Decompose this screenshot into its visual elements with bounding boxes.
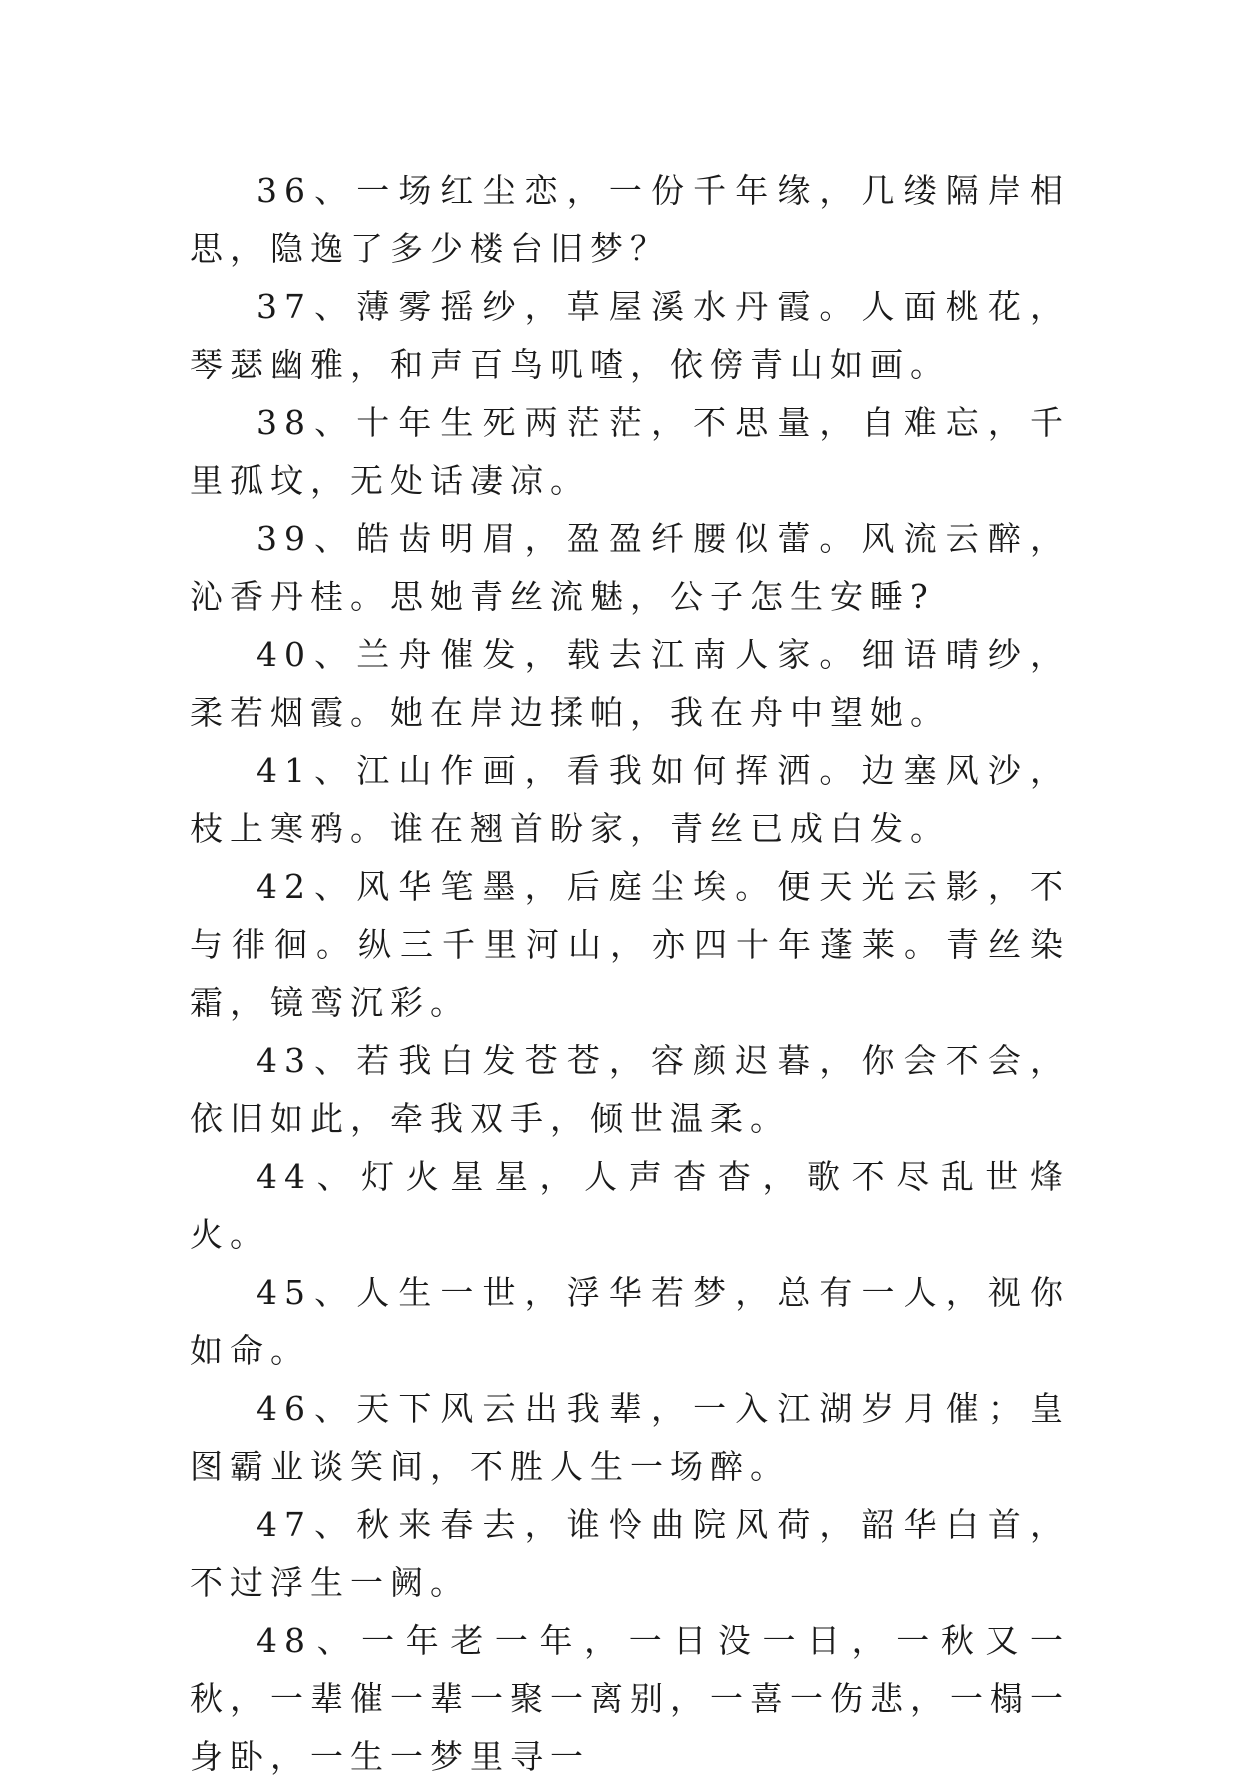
paragraph-40: 40、兰舟催发，载去江南人家。细语晴纱，柔若烟霞。她在岸边揉帕，我在舟中望她。 bbox=[190, 635, 1070, 732]
paragraph-45: 45、人生一世，浮华若梦，总有一人，视你如命。 bbox=[190, 1273, 1070, 1370]
paragraph-46: 46、天下风云出我辈，一入江湖岁月催；皇图霸业谈笑间，不胜人生一场醉。 bbox=[190, 1389, 1070, 1486]
paragraph-43: 43、若我白发苍苍，容颜迟暮，你会不会，依旧如此，牵我双手，倾世温柔。 bbox=[190, 1041, 1070, 1138]
paragraph-42: 42、风华笔墨，后庭尘埃。便天光云影，不与徘徊。纵三千里河山，亦四十年蓬莱。青丝染霜，镜鸾沉彩。 bbox=[190, 867, 1070, 1022]
paragraph-36: 36、一场红尘恋，一份千年缘，几缕隔岸相思，隐逸了多少楼台旧梦？ bbox=[190, 171, 1070, 268]
paragraph-47: 47、秋来春去，谁怜曲院风荷，韶华白首，不过浮生一阙。 bbox=[190, 1505, 1070, 1602]
paragraph-39: 39、皓齿明眉，盈盈纤腰似蕾。风流云醉，沁香丹桂。思她青丝流魅，公子怎生安睡? bbox=[190, 519, 1070, 616]
paragraph-37: 37、薄雾摇纱，草屋溪水丹霞。人面桃花，琴瑟幽雅，和声百鸟叽喳，依傍青山如画。 bbox=[190, 287, 1070, 384]
paragraph-38: 38、十年生死两茫茫，不思量，自难忘，千里孤坟，无处话凄凉。 bbox=[190, 403, 1070, 500]
document-body bbox=[190, 162, 1070, 1786]
paragraph-41: 41、江山作画，看我如何挥洒。边塞风沙，枝上寒鸦。谁在翘首盼家，青丝已成白发。 bbox=[190, 751, 1070, 848]
paragraph-48: 48、一年老一年，一日没一日，一秋又一秋，一辈催一辈一聚一离别，一喜一伤悲，一榻一身卧，一生一梦里寻一 bbox=[190, 1621, 1070, 1776]
paragraph-44: 44、灯火星星，人声杳杳，歌不尽乱世烽火。 bbox=[190, 1157, 1070, 1254]
